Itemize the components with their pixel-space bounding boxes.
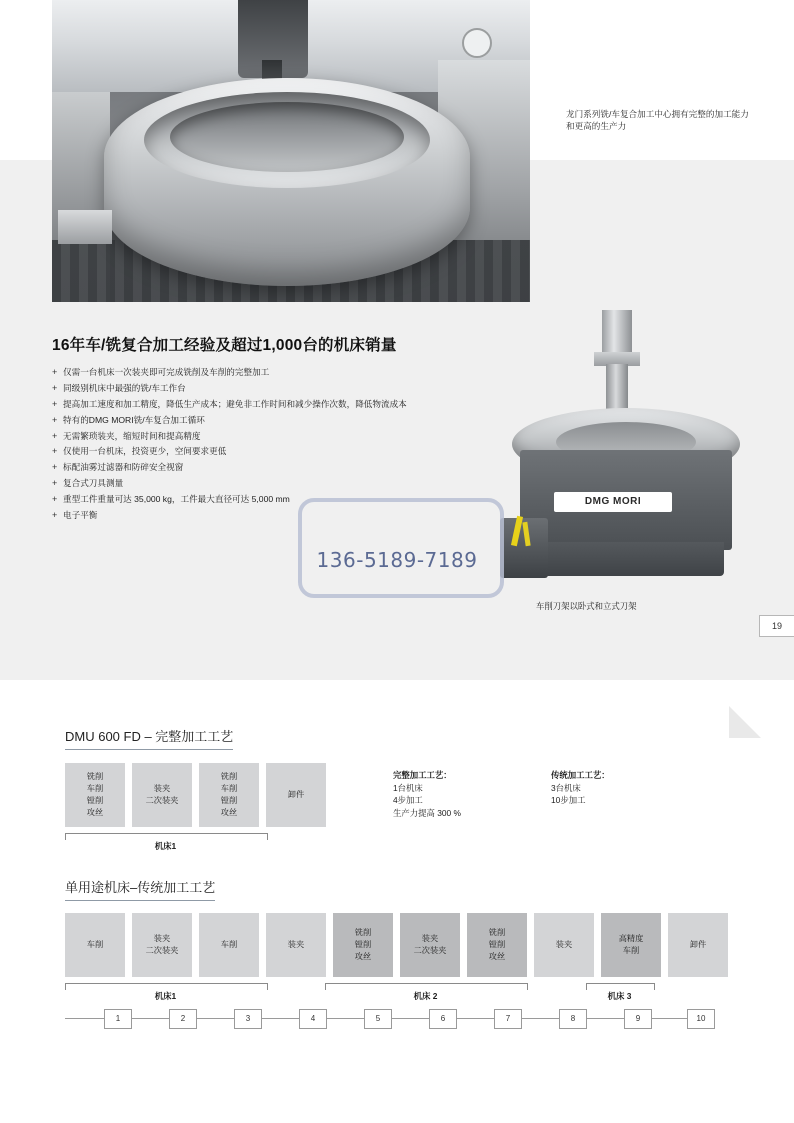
process-step xyxy=(132,763,192,827)
product-caption: 车削刀架以卧式和立式刀架 xyxy=(536,601,637,611)
process-step-label: 装夹 xyxy=(287,940,305,950)
machine-brace xyxy=(586,983,655,990)
info-line: 4步加工 xyxy=(393,795,423,806)
machine-brace xyxy=(65,833,268,840)
page-number: 19 xyxy=(759,615,794,637)
process-step xyxy=(65,913,125,977)
turret-column xyxy=(602,310,632,356)
page-title: 16年车/铣复合加工经验及超过1,000台的机床销量 xyxy=(52,337,397,354)
process-step xyxy=(400,913,460,977)
plus-icon: + xyxy=(52,430,58,441)
plus-icon: + xyxy=(52,446,58,457)
plus-icon: + xyxy=(52,494,58,504)
list-item-label: 电子平衡 xyxy=(63,509,98,520)
process-step xyxy=(199,913,259,977)
process-step-label: 卸件 xyxy=(287,790,305,800)
gauge-icon xyxy=(462,28,492,58)
list-item xyxy=(52,415,522,427)
process-step-label: 装夹 二次装夹 xyxy=(145,784,179,805)
list-item-label: 仅需一台机床一次装夹即可完成铣削及车削的完整加工 xyxy=(63,367,270,377)
timeline-step: 4 xyxy=(299,1009,327,1029)
process-step-label: 铣削 镗削 攻丝 xyxy=(488,928,506,961)
info-line: 1台机床 xyxy=(393,782,423,793)
list-item-label: 特有的DMG MORI铣/车复合加工循环 xyxy=(63,414,205,425)
list-item-label: 同级别机床中最强的铣/车工作台 xyxy=(63,382,186,393)
spindle-head xyxy=(238,0,308,78)
timeline-step: 7 xyxy=(494,1009,522,1029)
process-step-label: 铣削 车削 镗削 攻丝 xyxy=(86,772,104,817)
turret-product-photo xyxy=(498,310,754,610)
list-item-label: 仅使用一台机床，投资更少，空间要求更低 xyxy=(63,446,227,457)
process-step xyxy=(601,913,661,977)
timeline-step: 9 xyxy=(624,1009,652,1029)
process-step xyxy=(333,913,393,977)
machine-brace xyxy=(65,983,268,990)
timeline-step: 10 xyxy=(687,1009,715,1029)
process-step xyxy=(199,763,259,827)
list-item xyxy=(52,367,522,379)
list-item xyxy=(52,462,522,474)
machine-group-label: 机床 3 xyxy=(607,991,632,1001)
process-step-label: 高精度 车削 xyxy=(618,934,644,955)
timeline-step: 8 xyxy=(559,1009,587,1029)
list-item-label: 标配油雾过滤器和防碎安全视窗 xyxy=(63,462,184,473)
info-line: 3台机床 xyxy=(551,782,581,793)
timeline-step: 1 xyxy=(104,1009,132,1029)
info-title: 传统加工工艺： xyxy=(551,770,610,780)
list-item-label: 复合式刀具测量 xyxy=(63,478,124,489)
process-step-label: 卸件 xyxy=(689,940,707,950)
plus-icon: + xyxy=(52,462,58,473)
machine-group-label: 机床1 xyxy=(154,841,177,851)
machine-brace xyxy=(325,983,528,990)
info-line: 生产力提高 300 % xyxy=(393,807,461,818)
hero-machine-photo xyxy=(52,0,530,302)
list-item-label: 重型工件重量可达 35,000 kg，工件最大直径可达 5,000 mm xyxy=(63,494,290,504)
list-item xyxy=(52,446,522,458)
hero-image-layers xyxy=(52,0,530,302)
info-complete-process xyxy=(393,769,461,819)
timeline-step: 3 xyxy=(234,1009,262,1029)
brand-logo: DMG MORI xyxy=(554,492,672,512)
plus-icon: + xyxy=(52,509,58,520)
process-step xyxy=(65,763,125,827)
watermark-phone: 136-5189-7189 xyxy=(316,548,478,572)
process-step-label: 铣削 车削 镗削 攻丝 xyxy=(220,772,238,817)
process-step-label: 车削 xyxy=(220,940,238,950)
section-title-traditional-process: 单用途机床–传统加工工艺 xyxy=(65,877,215,901)
list-item xyxy=(52,431,522,443)
info-line: 10步加工 xyxy=(551,795,586,806)
info-title: 完整加工工艺： xyxy=(393,770,452,780)
process-step-label: 铣削 镗削 攻丝 xyxy=(354,928,372,961)
process-step xyxy=(266,913,326,977)
list-item xyxy=(52,383,522,395)
process-row-traditional xyxy=(65,913,735,977)
turret-base xyxy=(528,542,724,576)
timeline-step: 2 xyxy=(169,1009,197,1029)
process-step-label: 装夹 二次装夹 xyxy=(413,934,447,955)
process-step xyxy=(668,913,728,977)
process-step-label: 装夹 二次装夹 xyxy=(145,934,179,955)
process-step xyxy=(132,913,192,977)
process-timeline xyxy=(65,1009,713,1027)
machine-chip-box xyxy=(58,210,112,244)
plus-icon: + xyxy=(52,382,58,393)
workpiece-inner-bore xyxy=(170,102,404,172)
process-row-complete xyxy=(65,763,333,827)
timeline-step: 6 xyxy=(429,1009,457,1029)
section-title-complete-process: DMU 600 FD – 完整加工工艺 xyxy=(65,726,233,750)
list-item-label: 提高加工速度和加工精度，降低生产成本；避免非工作时间和减少操作次数，降低物流成本 xyxy=(63,398,407,409)
timeline-step: 5 xyxy=(364,1009,392,1029)
machine-group-label: 机床 2 xyxy=(413,991,438,1001)
plus-icon: + xyxy=(52,478,58,489)
process-step xyxy=(266,763,326,827)
info-traditional-process xyxy=(551,769,610,807)
process-step xyxy=(534,913,594,977)
list-item xyxy=(52,478,522,490)
plus-icon: + xyxy=(52,398,58,409)
process-step-label: 装夹 xyxy=(555,940,573,950)
process-step xyxy=(467,913,527,977)
plus-icon: + xyxy=(52,367,58,377)
hero-caption: 龙门系列铣/车复合加工中心拥有完整的加工能力和更高的生产力 xyxy=(566,109,749,132)
process-step-label: 车削 xyxy=(86,940,104,950)
list-item xyxy=(52,399,522,411)
plus-icon: + xyxy=(52,414,58,425)
list-item-label: 无需繁琐装夹，缩短时间和提高精度 xyxy=(63,430,201,441)
machine-group-label: 机床1 xyxy=(154,991,177,1001)
